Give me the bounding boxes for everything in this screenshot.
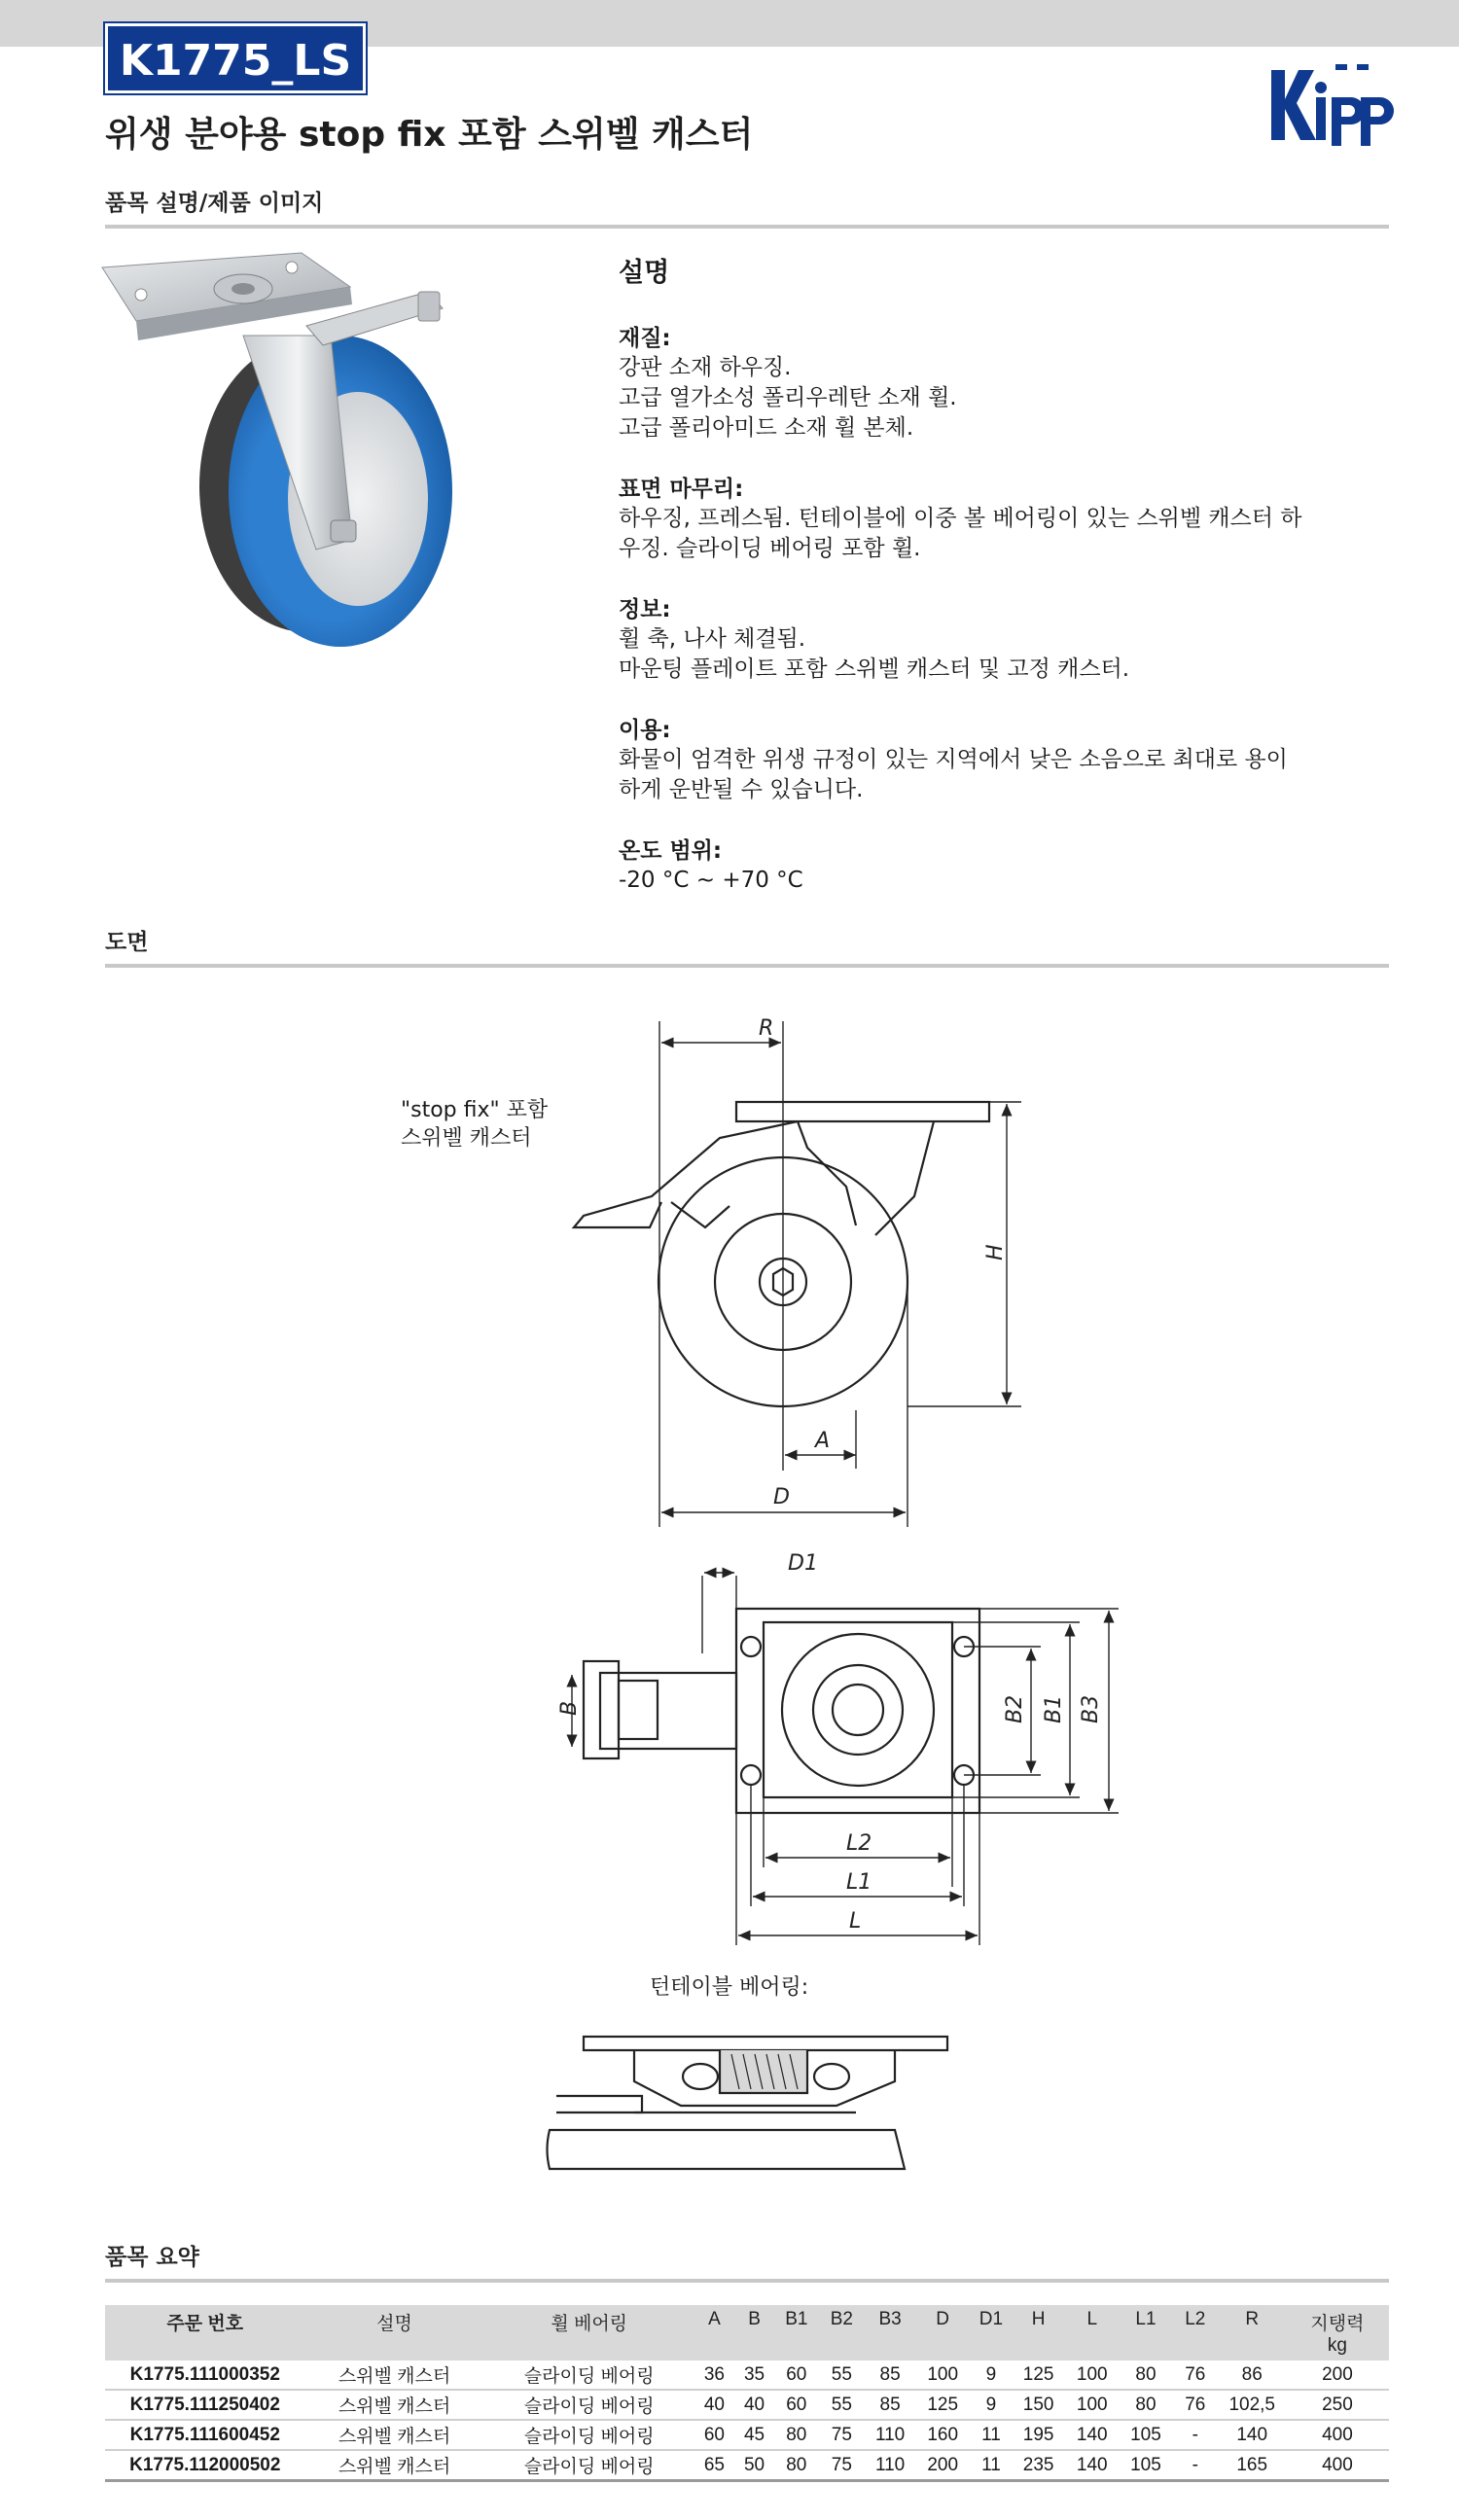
table-cell: 9 <box>985 2363 997 2385</box>
table-cell: 400 <box>1322 2454 1353 2475</box>
table-cell: 36 <box>703 2363 725 2385</box>
table-cell: 110 <box>874 2454 906 2475</box>
table-cell: 140 <box>1076 2424 1108 2445</box>
table-cell: 60 <box>703 2424 725 2445</box>
description-panel <box>619 251 1397 927</box>
table-cell: 9 <box>985 2394 997 2415</box>
description-label: 정보: <box>619 597 671 622</box>
table-cell: 76 <box>1185 2363 1206 2385</box>
product-code-badge: K1775_LS <box>105 23 366 93</box>
description-line: 휠 축, 나사 체결됨. <box>619 626 806 652</box>
table-cell: 50 <box>743 2454 765 2475</box>
order-number: K1775.112000502 <box>129 2454 281 2475</box>
table-cell: 55 <box>831 2363 852 2385</box>
table-cell: 60 <box>786 2394 807 2415</box>
table-cell: 슬라이딩 베어링 <box>523 2366 655 2387</box>
table-cell: 100 <box>1076 2363 1108 2385</box>
table-cell: 250 <box>1322 2394 1353 2415</box>
table-cell: 슬라이딩 베어링 <box>523 2396 655 2417</box>
table-cell: 40 <box>703 2394 725 2415</box>
table-cell: 85 <box>879 2394 901 2415</box>
order-number: K1775.111000352 <box>129 2363 280 2385</box>
table-cell: 110 <box>874 2424 906 2445</box>
table-cell: 스위벨 캐스터 <box>338 2457 451 2477</box>
column-header: 주문 번호 <box>166 2314 244 2334</box>
table-cell: 11 <box>981 2424 1001 2445</box>
column-header: B1 <box>785 2309 808 2329</box>
table-header-row <box>105 2305 1389 2360</box>
table-cell: 235 <box>1022 2454 1054 2475</box>
table-cell: - <box>1192 2424 1198 2445</box>
table-cell: 100 <box>1076 2394 1108 2415</box>
drawing-caption-stop-fix: "stop fix" 포함 <box>401 1098 549 1122</box>
dim-label-B1: B1 <box>1042 1694 1066 1723</box>
dim-label-B2: B2 <box>1003 1694 1027 1723</box>
table-cell: 11 <box>981 2454 1001 2475</box>
dim-label-D: D <box>773 1485 790 1509</box>
description-heading: 설명 <box>619 258 670 288</box>
page-title: 위생 분야용 stop fix 포함 스위벨 캐스터 <box>105 115 754 155</box>
table-cell: 140 <box>1236 2424 1268 2445</box>
table-cell: 125 <box>927 2394 959 2415</box>
load-unit: kg <box>1327 2335 1347 2356</box>
table-cell: 160 <box>927 2424 959 2445</box>
dim-label-L2: L2 <box>846 1831 872 1856</box>
table-cell: 105 <box>1130 2454 1161 2475</box>
description-label: 이용: <box>619 718 671 743</box>
table-cell: - <box>1192 2454 1198 2475</box>
description-line: -20 °C ~ +70 °C <box>619 868 803 893</box>
summary-table <box>105 2305 1389 2482</box>
table-cell: 75 <box>831 2424 852 2445</box>
table-cell: 150 <box>1022 2394 1054 2415</box>
table-cell: 102,5 <box>1228 2394 1275 2415</box>
table-cell: 200 <box>927 2454 959 2475</box>
order-number: K1775.111600452 <box>129 2424 280 2445</box>
table-cell: 80 <box>1135 2394 1157 2415</box>
turntable-caption: 턴테이블 베어링: <box>650 1975 809 2000</box>
description-line: 하게 운반될 수 있습니다. <box>619 777 864 802</box>
description-block-finish <box>619 475 1397 564</box>
dim-label-L1: L1 <box>846 1870 872 1895</box>
table-cell: 40 <box>743 2394 765 2415</box>
table-cell: 86 <box>1241 2363 1263 2385</box>
kipp-logo <box>1267 64 1394 152</box>
description-block-use <box>619 716 1397 805</box>
description-label: 재질: <box>619 326 671 351</box>
table-cell: 65 <box>703 2454 725 2475</box>
column-header-load <box>1286 2305 1389 2360</box>
column-header: B3 <box>878 2309 902 2329</box>
description-line: 우징. 슬라이딩 베어링 포함 휠. <box>619 536 921 561</box>
table-cell: 55 <box>831 2394 852 2415</box>
table-cell: 75 <box>831 2454 852 2475</box>
dim-label-B: B <box>557 1700 582 1716</box>
table-cell: 195 <box>1022 2424 1054 2445</box>
table-row <box>105 2390 1389 2420</box>
description-line: 강판 소재 하우징. <box>619 355 792 380</box>
table-cell: 76 <box>1185 2394 1206 2415</box>
description-line: 마운팅 플레이트 포함 스위벨 캐스터 및 고정 캐스터. <box>619 657 1130 682</box>
table-cell: 스위벨 캐스터 <box>338 2427 451 2447</box>
load-header: 지탱력 <box>1310 2314 1365 2334</box>
description-block-temperature <box>619 836 1397 896</box>
table-row <box>105 2360 1389 2390</box>
dim-label-B3: B3 <box>1079 1694 1103 1723</box>
table-row <box>105 2450 1389 2481</box>
table-cell: 165 <box>1236 2454 1268 2475</box>
product-image <box>97 248 525 666</box>
dim-label-H: H <box>983 1244 1008 1260</box>
column-header: A <box>708 2309 721 2329</box>
table-cell: 스위벨 캐스터 <box>338 2396 451 2417</box>
table-cell: 85 <box>879 2363 901 2385</box>
table-cell: 100 <box>927 2363 959 2385</box>
table-cell: 슬라이딩 베어링 <box>523 2457 655 2477</box>
table-cell: 60 <box>786 2363 807 2385</box>
table-row <box>105 2420 1389 2450</box>
column-header: H <box>1031 2309 1046 2329</box>
table-cell: 400 <box>1322 2424 1353 2445</box>
dim-label-A: A <box>815 1429 831 1453</box>
table-cell: 80 <box>1135 2363 1157 2385</box>
dim-label-L: L <box>849 1909 862 1934</box>
table-cell: 140 <box>1076 2454 1108 2475</box>
section-header-drawing: 도면 <box>105 924 1389 968</box>
description-line: 고급 폴리아미드 소재 휠 본체. <box>619 415 914 441</box>
description-label: 표면 마무리: <box>619 477 744 502</box>
description-block-info <box>619 595 1397 685</box>
column-header: 설명 <box>376 2314 412 2334</box>
table-cell: 슬라이딩 베어링 <box>523 2427 655 2447</box>
column-header: L <box>1086 2309 1098 2329</box>
drawing-caption-swivel: 스위벨 캐스터 <box>401 1126 532 1151</box>
table-cell: 45 <box>743 2424 765 2445</box>
column-header: L2 <box>1185 2309 1206 2329</box>
description-line: 화물이 엄격한 위생 규정이 있는 지역에서 낮은 소음으로 최대로 용이 <box>619 747 1288 772</box>
column-header: D <box>936 2309 950 2329</box>
order-number: K1775.111250402 <box>129 2394 280 2415</box>
column-header: B2 <box>830 2309 853 2329</box>
description-line: 고급 열가소성 폴리우레탄 소재 휠. <box>619 385 957 410</box>
column-header: R <box>1245 2309 1260 2329</box>
table-cell: 스위벨 캐스터 <box>338 2366 451 2387</box>
table-cell: 35 <box>743 2363 765 2385</box>
summary-table-wrapper <box>105 2305 1389 2482</box>
column-header: 휠 베어링 <box>551 2314 628 2334</box>
description-block-material <box>619 324 1397 444</box>
description-label: 온도 범위: <box>619 838 723 864</box>
table-cell: 80 <box>786 2424 807 2445</box>
section-header-summary: 품목 요약 <box>105 2239 1389 2283</box>
column-header: B <box>748 2309 761 2329</box>
column-header: L1 <box>1135 2309 1157 2329</box>
table-cell: 80 <box>786 2454 807 2475</box>
table-cell: 125 <box>1022 2363 1054 2385</box>
dim-label-R: R <box>759 1016 774 1041</box>
section-header-description: 품목 설명/제품 이미지 <box>105 185 1389 229</box>
table-cell: 105 <box>1130 2424 1161 2445</box>
table-cell: 200 <box>1322 2363 1353 2385</box>
description-line: 하우징, 프레스됨. 턴테이블에 이중 볼 베어링이 있는 스위벨 캐스터 하 <box>619 506 1302 531</box>
dim-label-D1: D1 <box>788 1551 818 1576</box>
column-header: D1 <box>979 2309 1004 2329</box>
